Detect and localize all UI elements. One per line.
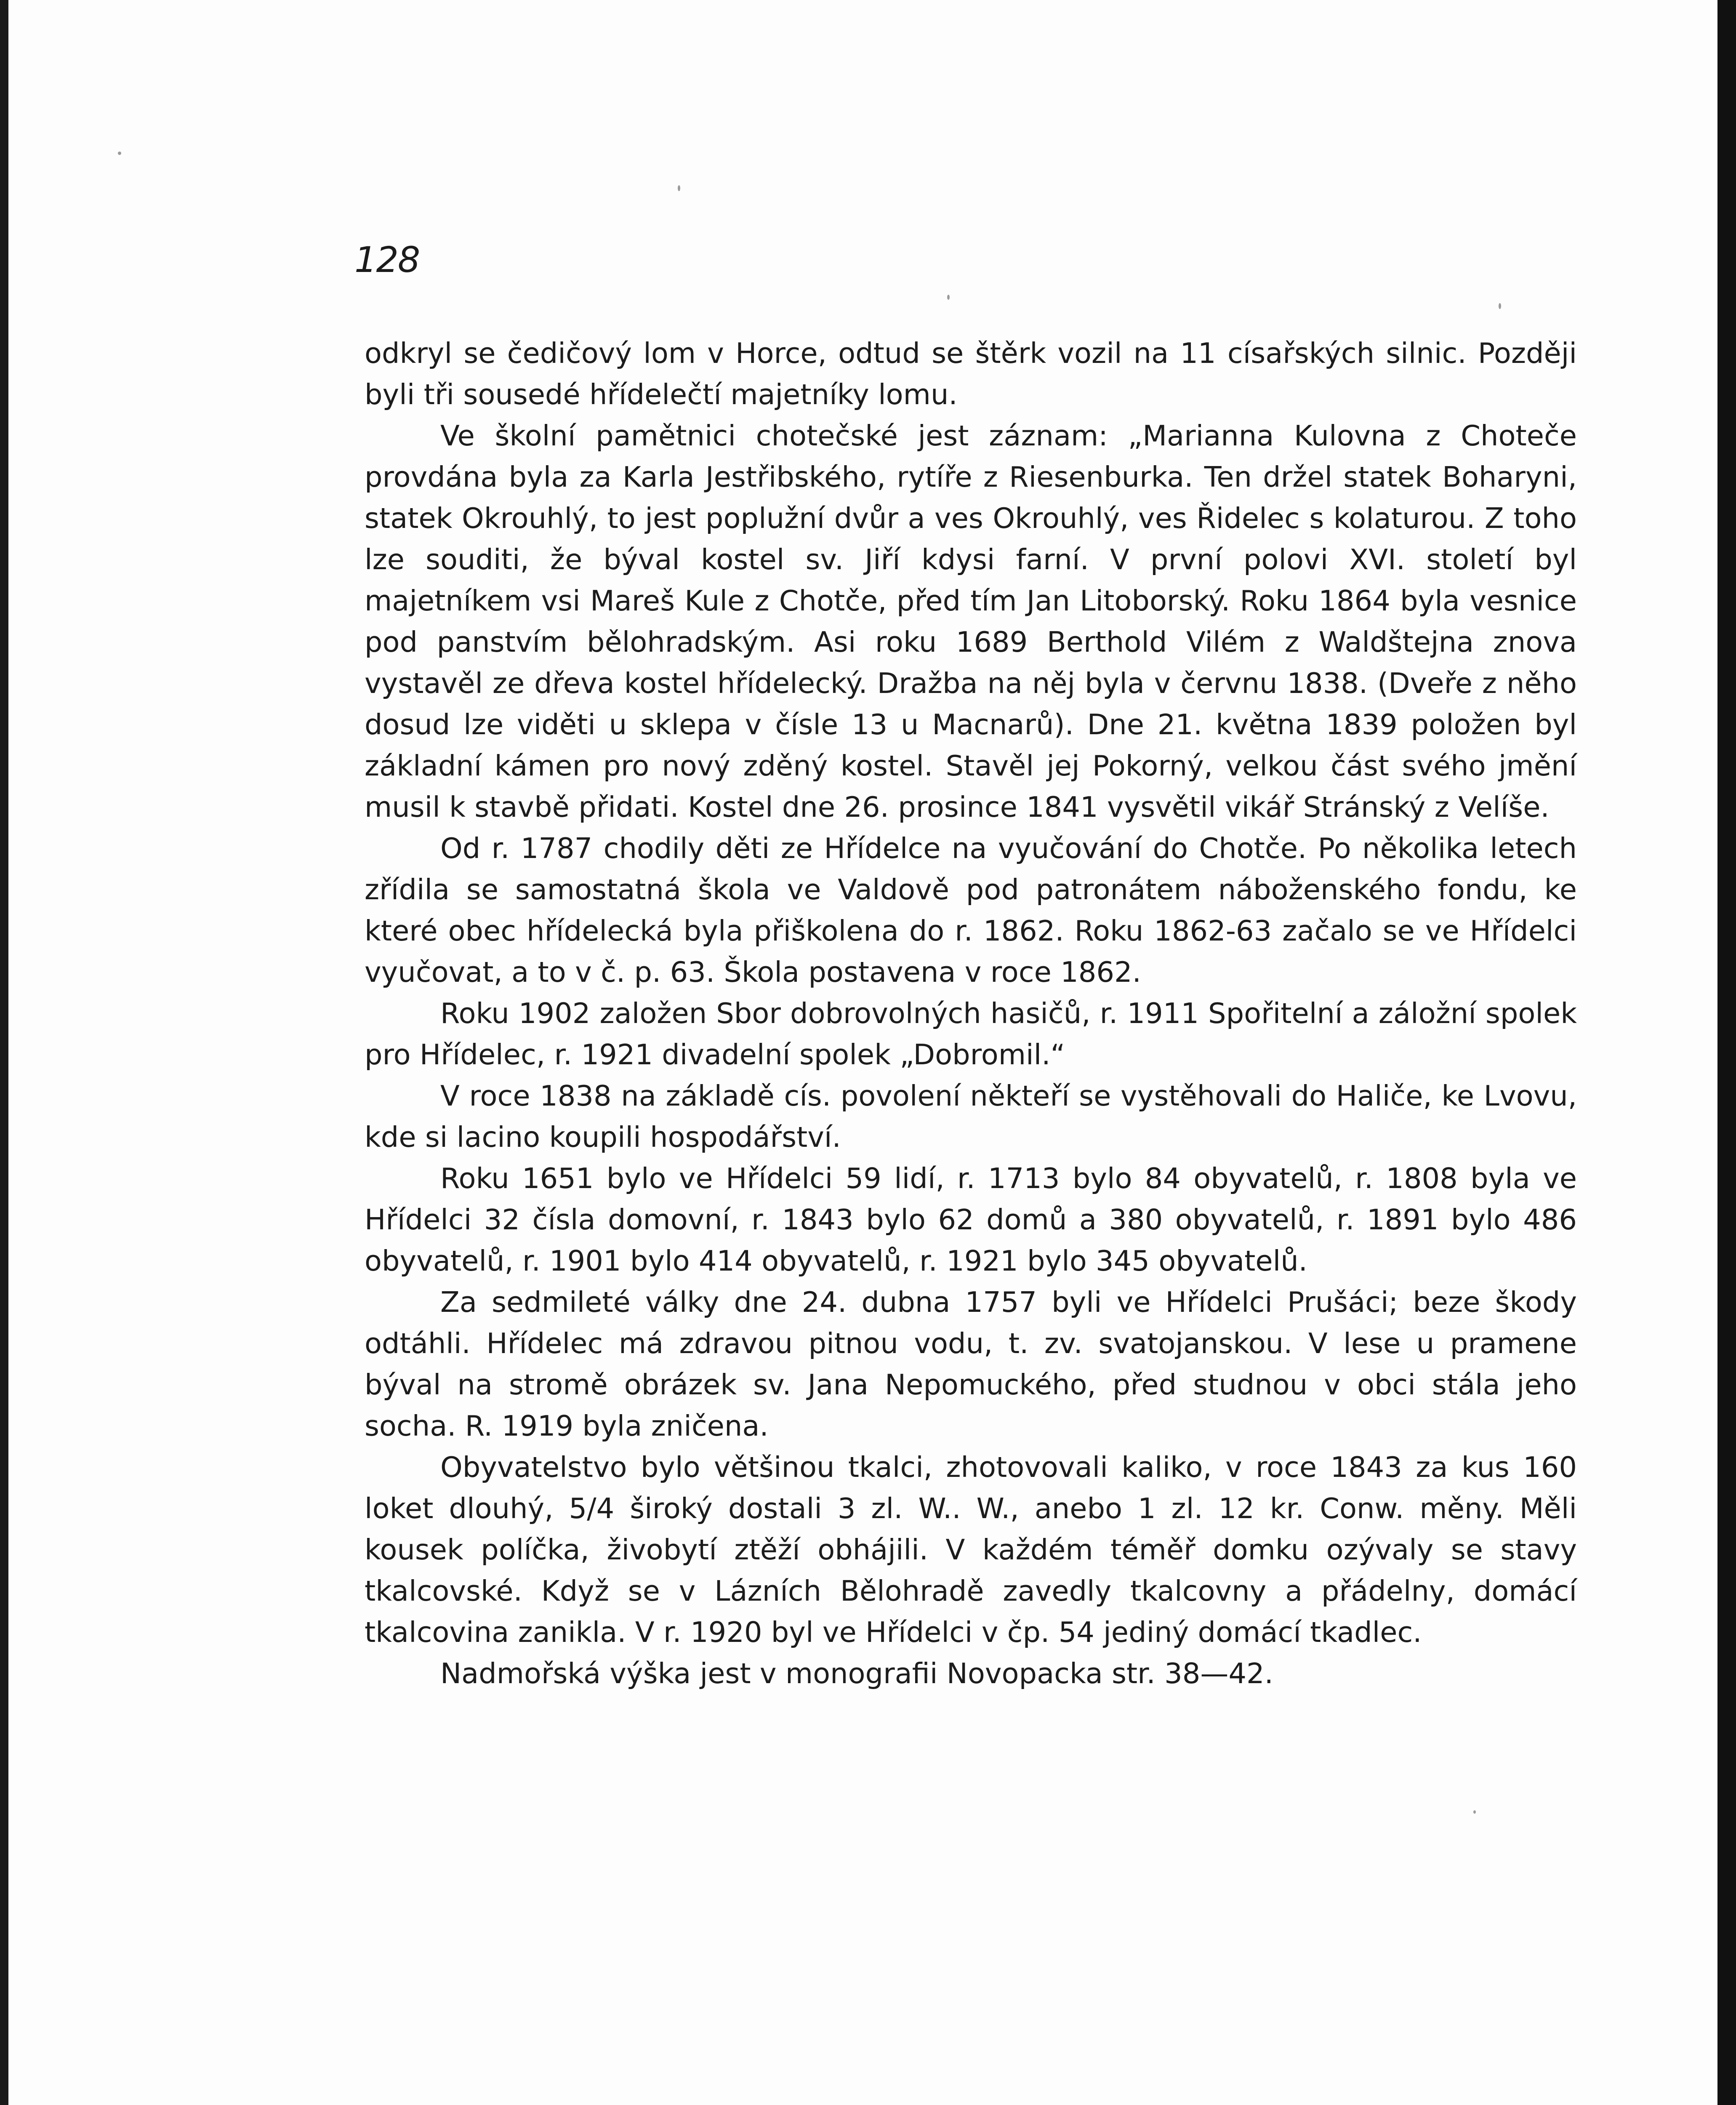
body-text bbox=[365, 333, 1577, 1694]
paragraph: Obyvatelstvo bylo většinou tkalci, zhotovovali kaliko, v roce 1843 za kus 160 loket dlouhý, 5/4 široký dostali 3 zl. W.. W., anebo 1 zl. 12 kr. Conw. měny. Měli kousek políčka, živobytí ztěží obhájili. V každém téměř domku ozývaly se stavy tkalcovské. Když se v Lázních Bělohradě zavedly tkalcovny a přádelny, domácí tkalcovina zanikla. V r. 1920 byl ve Hřídelci v čp. 54 jediný domácí tkadlec. bbox=[365, 1451, 1577, 1649]
document-page bbox=[8, 0, 1726, 2105]
paragraph: Od r. 1787 chodily děti ze Hřídelce na vyučování do Chotče. Po několika letech zřídila se samostatná škola ve Valdově pod patronátem náboženského fondu, ke které obec hřídelecká byla přiškolena do r. 1862. Roku 1862-63 začalo se ve Hřídelci vyučovat, a to v č. p. 63. Škola postavena v roce 1862. bbox=[365, 832, 1577, 989]
paper-speck bbox=[118, 152, 121, 155]
paragraph: Roku 1651 bylo ve Hřídelci 59 lidí, r. 1713 bylo 84 obyvatelů, r. 1808 byla ve Hřídelci 32 čísla domovní, r. 1843 bylo 62 domů a 380 obyvatelů, r. 1891 bylo 486 obyvatelů, r. 1901 bylo 414 obyvatelů, r. 1921 bylo 345 obyvatelů. bbox=[365, 1162, 1577, 1277]
paper-speck bbox=[947, 295, 950, 300]
paragraph: V roce 1838 na základě cís. povolení někteří se vystěhovali do Haliče, ke Lvovu, kde si lacino koupili hospodářství. bbox=[365, 1079, 1577, 1154]
paper-speck bbox=[678, 185, 680, 191]
page-number: 128 bbox=[354, 239, 420, 280]
paragraph: Roku 1902 založen Sbor dobrovolných hasičů, r. 1911 Spořitelní a záložní spolek pro Hřídelec, r. 1921 divadelní spolek „Dobromil.“ bbox=[365, 997, 1577, 1071]
paper-speck bbox=[1499, 303, 1501, 309]
scan-edge-right bbox=[1717, 0, 1736, 2105]
paper-speck bbox=[1473, 1810, 1476, 1814]
paragraph: Ve školní pamětnici chotečské jest záznam: „Marianna Kulovna z Choteče provdána byla za Karla Jestřibského, rytíře z Riesenburka. Ten držel statek Boharyni, statek Okrouhlý, to jest poplužní dvůr a ves Okrouhlý, ves Řidelec s kolaturou. Z toho lze souditi, že býval kostel sv. Jiří kdysi farní. V první polovi XVI. století byl majetníkem vsi Mareš Kule z Chotče, před tím Jan Litoborský. Roku 1864 byla vesnice pod panstvím bělohradským. Asi roku 1689 Berthold Vilém z Waldštejna znova vystavěl ze dřeva kostel hřídelecký. Dražba na něj byla v červnu 1838. (Dveře z něho dosud lze viděti u sklepa v čísle 13 u Macnarů). Dne 21. května 1839 položen byl základní kámen pro nový zděný kostel. Stavěl jej Pokorný, velkou část svého jmění musil k stavbě přidati. Kostel dne 26. prosince 1841 vysvětil vikář Stránský z Velíše. bbox=[365, 419, 1577, 823]
paragraph: Nadmořská výška jest v monografii Novopacka str. 38—42. bbox=[440, 1657, 1273, 1690]
paragraph: odkryl se čedičový lom v Horce, odtud se štěrk vozil na 11 císařských silnic. Později byli tři sousedé hřídelečtí majetníky lomu. bbox=[365, 337, 1577, 411]
paragraph: Za sedmileté války dne 24. dubna 1757 byli ve Hřídelci Prušáci; beze škody odtáhli. Hřídelec má zdravou pitnou vodu, t. zv. svatojanskou. V lese u pramene býval na stromě obrázek sv. Jana Nepomuckého, před studnou v obci stála jeho socha. R. 1919 byla zničena. bbox=[365, 1286, 1577, 1442]
